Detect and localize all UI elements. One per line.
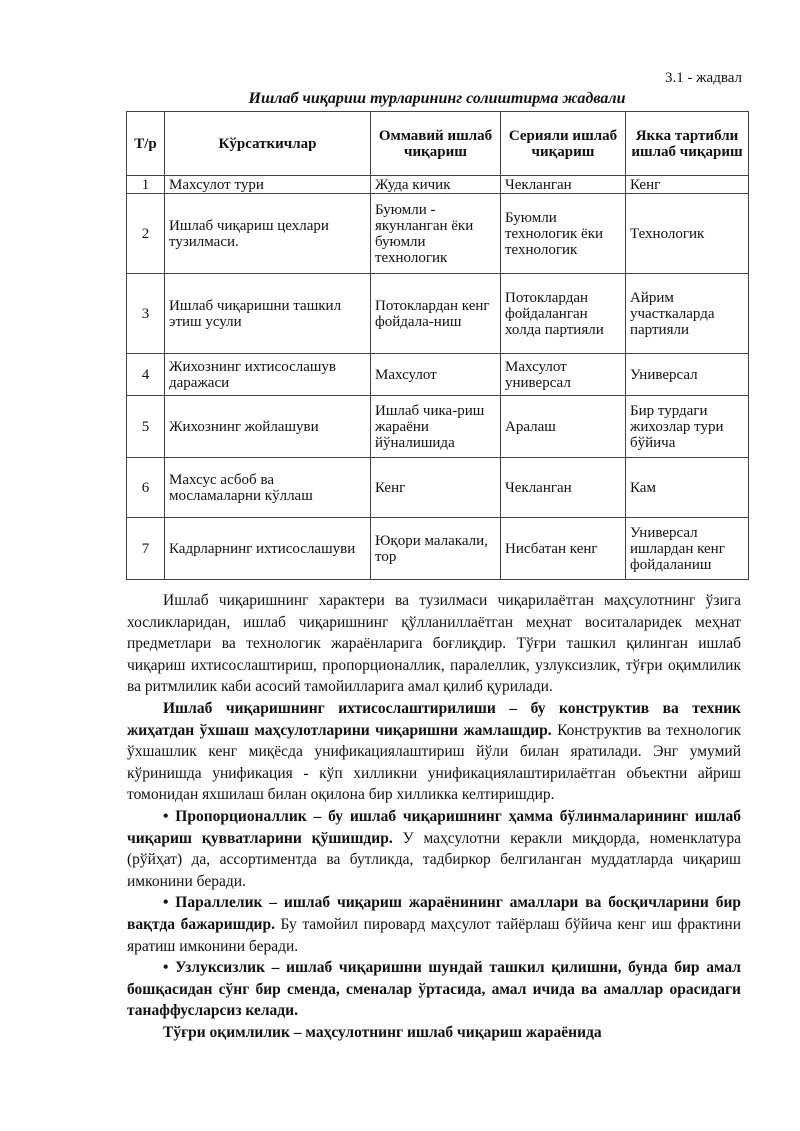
row-number: 4: [127, 354, 165, 396]
table-header-row: [127, 112, 749, 176]
paragraph-text: Ишлаб чиқаришнинг характери ва тузилмаси чиқарилаётган маҳсулотнинг ўзига хосликларидан, ишлаб чиқаришнинг қўлланиллаётган меҳнат воситаларидек меҳнат предметлари ва технологик жараёнларига боғлиқдир. Тўғри ташкил қилинган ишлаб чиқариш ихтисослаштириш, пропорционаллик, паралеллик, узлуксизлик, тўғри оқимлилик ва ритмлилик каби асосий тамойилларига амал қилиб қурилади.: [127, 592, 741, 696]
mass-production-cell: Жуда кичик: [371, 176, 501, 194]
indicator-cell: Кадрларнинг ихтисослашуви: [165, 518, 371, 580]
table-row: [127, 396, 749, 458]
indicator-cell: Ишлаб чиқаришни ташкил этиш усули: [165, 274, 371, 354]
serial-production-cell: Аралаш: [501, 396, 626, 458]
table-row: [127, 176, 749, 194]
individual-production-cell: Универсал: [626, 354, 749, 396]
serial-production-cell: Чекланган: [501, 458, 626, 518]
individual-production-cell: Кам: [626, 458, 749, 518]
body-text: [127, 590, 741, 1043]
header-cell: Т/р: [127, 112, 165, 176]
row-number: 7: [127, 518, 165, 580]
serial-production-cell: Махсулот универсал: [501, 354, 626, 396]
individual-production-cell: Айрим участкаларда партияли: [626, 274, 749, 354]
serial-production-cell: Потоклардан фойдаланган холда партияли: [501, 274, 626, 354]
mass-production-cell: Буюмли - якунланган ёки буюмли технологик: [371, 194, 501, 274]
table-number: 3.1 - жадвал: [664, 70, 742, 86]
row-number: 6: [127, 458, 165, 518]
paragraph-bold: • Узлуксизлик – ишлаб чиқаришни шундай ташкил қилишни, бунда бир амал бошқасидан сўнг бир сменда, сменалар ўртасида, амал ичида ва амаллар орасидаги танаффусларсиз келади.: [127, 959, 741, 1020]
table-title: Ишлаб чиқариш турларининг солиштирма жадвали: [248, 90, 626, 107]
indicator-cell: Махсулот тури: [165, 176, 371, 194]
mass-production-cell: Потоклардан кенг фойдала-ниш: [371, 274, 501, 354]
table-row: [127, 518, 749, 580]
paragraph: [127, 957, 741, 1022]
serial-production-cell: Нисбатан кенг: [501, 518, 626, 580]
paragraph-text: У маҳсулотни керакли миқдорда, номенклатура (рўйҳат) да, ассортиментда ва бутликда, тадбиркор белгиланган муддатларда чиқариш имконини беради.: [127, 829, 741, 890]
paragraph: [127, 590, 741, 698]
paragraph: [127, 806, 741, 892]
serial-production-cell: Буюмли технологик ёки технологик: [501, 194, 626, 274]
individual-production-cell: Кенг: [626, 176, 749, 194]
mass-production-cell: Кенг: [371, 458, 501, 518]
indicator-cell: Махсус асбоб ва мосламаларни кўллаш: [165, 458, 371, 518]
mass-production-cell: Махсулот: [371, 354, 501, 396]
table-row: [127, 354, 749, 396]
header-cell: Оммавий ишлаб чиқариш: [371, 112, 501, 176]
mass-production-cell: Ишлаб чика-риш жараёни йўналишида: [371, 396, 501, 458]
paragraph-bold: • Параллелик – ишлаб чиқариш жараёнининг амаллари ва босқичларини бир вақтда бажаришдир.: [127, 894, 741, 933]
individual-production-cell: Универсал ишлардан кенг фойдаланиш: [626, 518, 749, 580]
indicator-cell: Жихознинг ихтисослашув даражаси: [165, 354, 371, 396]
individual-production-cell: Технологик: [626, 194, 749, 274]
paragraph: [127, 698, 741, 806]
paragraph-text: Бу тамойил пировард маҳсулот тайёрлаш бўйича кенг иш фрактини яратиш имконини беради.: [127, 915, 741, 955]
table-row: [127, 194, 749, 274]
header-cell: Серияли ишлаб чиқариш: [501, 112, 626, 176]
row-number: 2: [127, 194, 165, 274]
paragraph: [127, 892, 741, 957]
row-number: 5: [127, 396, 165, 458]
row-number: 3: [127, 274, 165, 354]
paragraph-bold: • Пропорционаллик – бу ишлаб чиқаришнинг ҳамма бўлинмаларининг ишлаб чиқариш қувватларини қўшишдир.: [127, 807, 741, 847]
serial-production-cell: Чекланган: [501, 176, 626, 194]
comparison-table: [126, 111, 749, 580]
table-row: [127, 458, 749, 518]
paragraph-text: Конструктив ва технологик ўхшашлик кенг миқёсда унификациялаштириш йўли билан яратилади. Энг умумий кўринишда унификация - кўп хилликни унификациялаштирилаётган объектни айриш томонидан яхшилаш билан оқилона бир хилликка келтиришдир.: [127, 721, 742, 804]
header-cell: Якка тартибли ишлаб чиқариш: [626, 112, 749, 176]
mass-production-cell: Юқори малакали, тор: [371, 518, 501, 580]
indicator-cell: Ишлаб чиқариш цехлари тузилмаси.: [165, 194, 371, 274]
table-row: [127, 274, 749, 354]
individual-production-cell: Бир турдаги жихозлар тури бўйича: [626, 396, 749, 458]
header-cell: Кўрсаткичлар: [165, 112, 371, 176]
row-number: 1: [127, 176, 165, 194]
indicator-cell: Жихознинг жойлашуви: [165, 396, 371, 458]
paragraph: [127, 1022, 741, 1044]
paragraph-bold: Тўғри оқимлилик – маҳсулотнинг ишлаб чиқариш жараёнида: [163, 1023, 602, 1041]
paragraph-bold: Ишлаб чиқаришнинг ихтисослаштирилиши – бу конструктив ва техник жиҳатдан ўхшаш маҳсулотларини чиқаришни жамлашдир.: [127, 699, 741, 739]
